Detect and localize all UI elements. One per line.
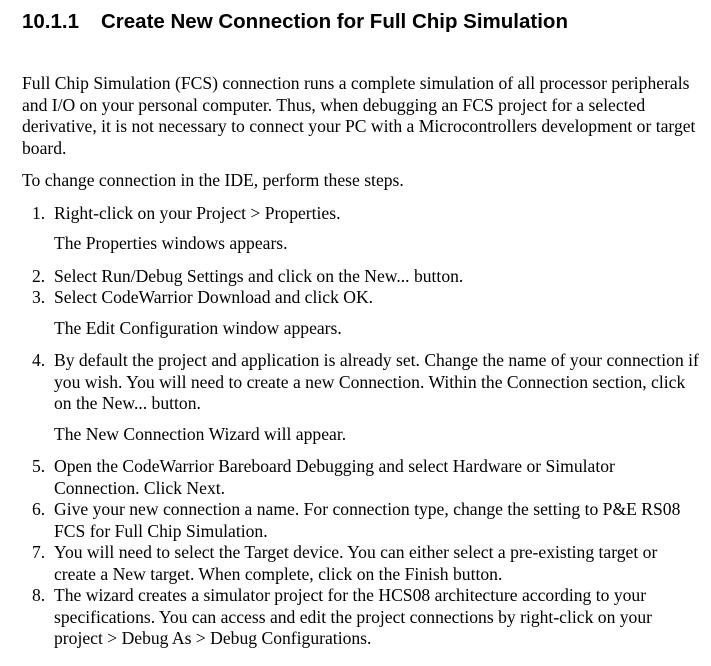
step-note: The Properties windows appears. [54, 233, 288, 253]
step-number: 6. [32, 499, 46, 519]
step-text: Select Run/Debug Settings and click on the New... button. [54, 265, 464, 286]
intro-paragraph: Full Chip Simulation (FCS) connection runs a complete simulation of all processor peripherals and I/O on your personal computer. Thus, when debugging an FCS project for a selected derivative, it is not necessary to connect your PC with a Microcontrollers development or target board. [22, 73, 696, 158]
step-number: 7. [32, 542, 46, 562]
lead-paragraph: To change connection in the IDE, perform these steps. [22, 170, 404, 190]
steps-list [22, 456, 702, 650]
step-item [22, 350, 702, 415]
section-title: Create New Connection for Full Chip Simulation [101, 10, 568, 33]
step-number: 4. [32, 350, 46, 370]
step-item [22, 287, 702, 309]
step-text: Give your new connection a name. For connection type, change the setting to P&E RS08 FCS for Full Chip Simulation. [54, 499, 681, 541]
step-text: The wizard creates a simulator project for the HCS08 architecture according to your specifications. You can access and edit the project connections by right-click on your project > Debug As > Debug Configurations. [54, 585, 653, 648]
steps-list [22, 266, 702, 309]
step-text: Right-click on your Project > Properties. [54, 202, 341, 223]
steps-list [22, 350, 702, 415]
step-item [22, 499, 702, 542]
step-number: 1. [32, 202, 46, 223]
step-text: Select CodeWarrior Download and click OK. [54, 287, 374, 307]
step-item [22, 542, 702, 585]
step-note: The Edit Configuration window appears. [54, 317, 342, 338]
steps-list [22, 203, 702, 225]
step-text: By default the project and application is already set. Change the name of your connection if you wish. You will need to create a new Connection. Within the Connection section, click on the New... button. [54, 350, 699, 413]
step-text: You will need to select the Target device. You can either select a pre-existing target or create a New target. When complete, click on the Finish button. [54, 542, 658, 584]
step-number: 3. [32, 287, 46, 307]
step-item [22, 266, 702, 288]
step-number: 5. [32, 456, 46, 476]
step-number: 2. [32, 265, 46, 286]
section-number: 10.1.1 [22, 10, 79, 33]
step-note: The New Connection Wizard will appear. [54, 423, 347, 444]
step-item [22, 203, 702, 225]
step-number: 8. [32, 585, 46, 605]
step-item [22, 456, 702, 499]
step-text: Open the CodeWarrior Bareboard Debugging and select Hardware or Simulator Connection. Click Next. [54, 456, 615, 498]
section-heading [22, 9, 568, 35]
step-item [22, 585, 702, 650]
section-body [22, 73, 702, 650]
